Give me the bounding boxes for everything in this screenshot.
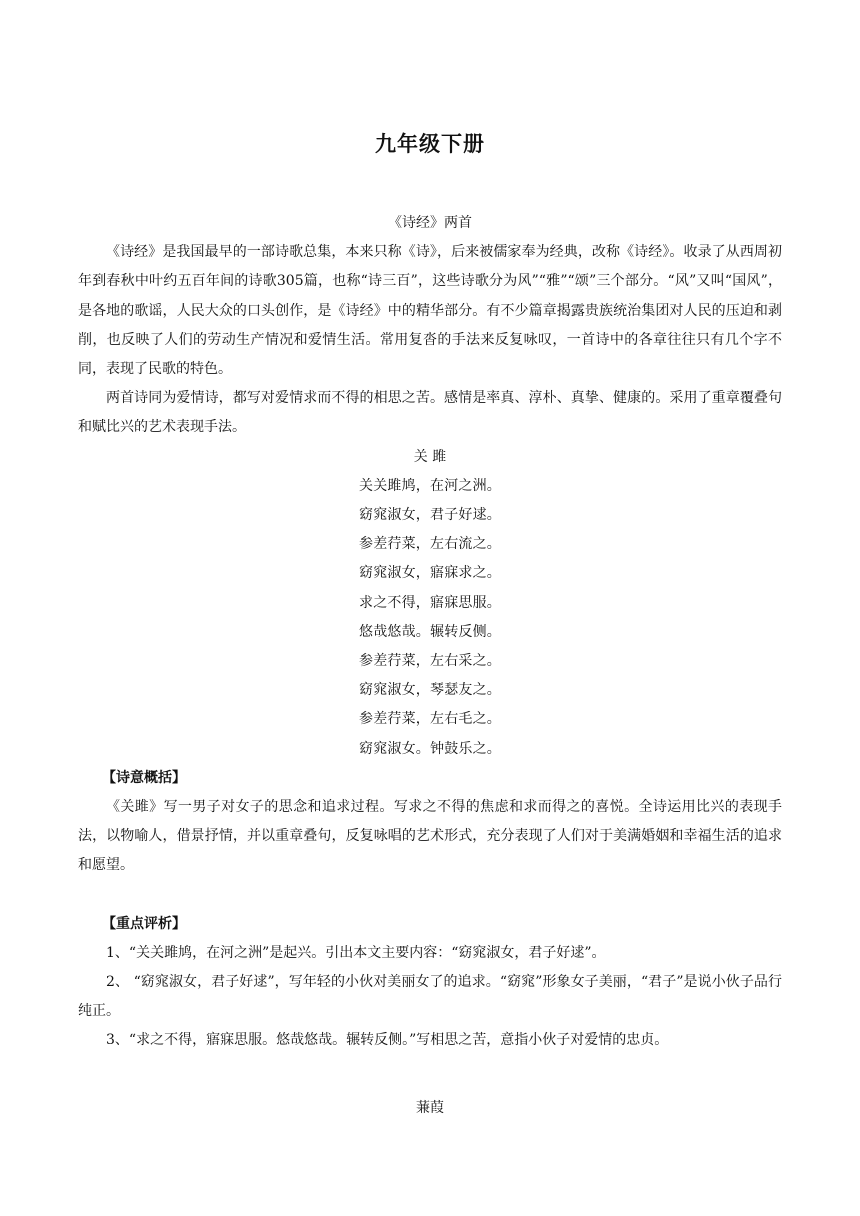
intro-paragraph-2: 两首诗同为爱情诗，都写对爱情求而不得的相思之苦。感情是率真、淳朴、真挚、健康的。采用了重章覆叠句和赋比兴的艺术表现手法。 [78, 390, 782, 436]
summary-paragraph: 《关雎》写一男子对女子的思念和追求过程。写求之不得的焦虑和求而得之的喜悦。全诗运用比兴的表现手法，以物喻人，借景抒情，并以重章叠句，反复咏唱的艺术形式，充分表现了人们对于美满婚姻和幸福生活的追求和愿望。 [78, 799, 782, 874]
spacer [78, 881, 782, 910]
page-title: 九年级下册 [375, 132, 485, 156]
document-body [78, 209, 782, 1123]
spacer [78, 1056, 782, 1094]
poem-line: 求之不得，寤寐思服。 [359, 594, 501, 611]
analysis-item-3: 3、“求之不得，寤寐思服。悠哉悠哉。辗转反侧。”写相思之苦，意指小伙子对爱情的忠贞。 [106, 1032, 669, 1049]
poem-line: 窈窕淑女，君子好逑。 [359, 507, 501, 524]
poem-title: 关 雎 [413, 448, 447, 465]
analysis-heading: 【重点评析】 [102, 915, 186, 932]
intro-paragraph-1: 《诗经》是我国最早的一部诗歌总集，本来只称《诗》，后来被儒家奉为经典，改称《诗经》。收录了从西周初年到春秋中叶约五百年间的诗歌305篇，也称“诗三百”，这些诗歌分为风”“雅”“颂”三个部分。“风”又叫“国风”，是各地的歌谣，人民大众的口头创作，是《诗经》中的精华部分。有不少篇章揭露贵族统治集团对人民的压迫和剥削，也反映了人们的劳动生产情况和爱情生活。常用复沓的手法来反复咏叹，一首诗中的各章往往只有几个字不同，表现了民歌的特色。 [78, 244, 782, 378]
analysis-item-1: 1、“关关雎鸠，在河之洲”是起兴。引出本文主要内容：“窈窕淑女，君子好逑”。 [106, 944, 606, 961]
poem-line: 参差荇菜，左右流之。 [359, 536, 501, 553]
poem-line: 关关雎鸠，在河之洲。 [359, 477, 501, 494]
analysis-item-2: 2、 “窈窕淑女，君子好逑”，写年轻的小伙对美丽女了的追求。“窈窕”形象女子美丽，“君子”是说小伙子品行纯正。 [78, 974, 782, 1020]
poem-body [78, 472, 782, 764]
poem-line: 参差荇菜，左右毛之。 [359, 711, 501, 728]
poem-line: 悠哉悠哉。辗转反侧。 [359, 623, 501, 640]
poem-line: 窈窕淑女，寤寐求之。 [359, 565, 501, 582]
section-title: 《诗经》两首 [388, 215, 472, 231]
next-section-title: 蒹葭 [416, 1099, 444, 1116]
poem-line: 窈窕淑女。钟鼓乐之。 [359, 740, 501, 757]
poem-line: 参差荇菜，左右采之。 [359, 653, 501, 670]
summary-heading: 【诗意概括】 [102, 769, 186, 786]
poem-line: 窈窕淑女，琴瑟友之。 [359, 682, 501, 699]
